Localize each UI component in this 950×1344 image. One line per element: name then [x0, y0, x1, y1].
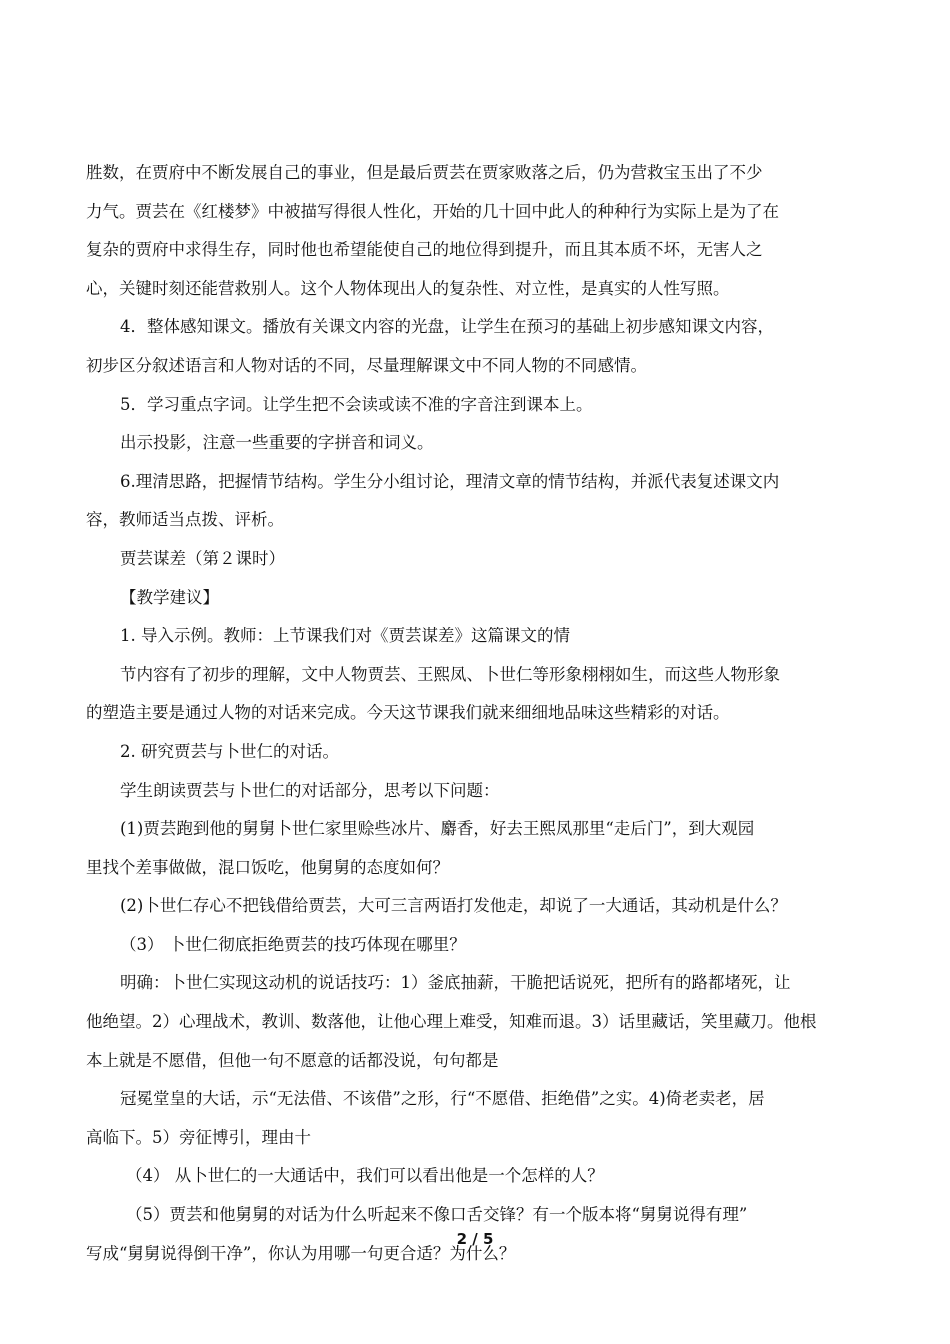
- text-line: 1. 导入示例。教师：上节课我们对《贾芸谋差》这篇课文的情: [120, 626, 570, 646]
- page-number: 2 / 5: [456, 1230, 494, 1248]
- text-line: 写成“舅舅说得倒干净”，你认为用哪一句更合适？为什么？: [86, 1243, 516, 1263]
- text-line: 贾芸谋差（第２课时）: [120, 548, 285, 568]
- document-body: [86, 154, 881, 1273]
- text-line: 高临下。5）旁征博引，理由十: [86, 1127, 311, 1147]
- text-line: 出示投影，注意一些重要的字拼音和词义。: [120, 433, 434, 453]
- text-line: 复杂的贾府中求得生存，同时他也希望能使自己的地位得到提升，而且其本质不坏，无害人之: [86, 240, 763, 260]
- text-line: 的塑造主要是通过人物的对话来完成。今天这节课我们就来细细地品味这些精彩的对话。: [86, 703, 730, 723]
- text-line: (2)卜世仁存心不把钱借给贾芸，大可三言两语打发他走，却说了一大通话，其动机是什么？: [120, 896, 787, 916]
- text-line: 心，关键时刻还能营救别人。这个人物体现出人的复杂性、对立性，是真实的人性写照。: [86, 278, 730, 298]
- text-line: 6.理清思路，把握情节结构。学生分小组讨论，理清文章的情节结构，并派代表复述课文内: [120, 471, 780, 491]
- text-line: 明确：卜世仁实现这动机的说话技巧：1）釜底抽薪，干脆把话说死，把所有的路都堵死，让: [120, 973, 791, 993]
- text-line: 里找个差事做做，混口饭吃，他舅舅的态度如何？: [86, 857, 449, 877]
- text-line: （3） 卜世仁彻底拒绝贾芸的技巧体现在哪里？: [120, 934, 466, 954]
- text-line: 冠冕堂皇的大话，示“无法借、不该借”之形，行“不愿借、拒绝借”之实。4)倚老卖老，居: [120, 1089, 765, 1109]
- text-line: 【教学建议】: [120, 587, 219, 607]
- text-line: 5．学习重点字词。让学生把不会读或读不准的字音注到课本上。: [120, 394, 593, 414]
- text-line: 学生朗读贾芸与卜世仁的对话部分，思考以下问题：: [120, 780, 500, 800]
- text-line: 胜数，在贾府中不断发展自己的事业，但是最后贾芸在贾家败落之后，仍为营救宝玉出了不少: [86, 163, 763, 182]
- text-line: （4） 从卜世仁的一大通话中，我们可以看出他是一个怎样的人？: [126, 1166, 604, 1186]
- text-line: 初步区分叙述语言和人物对话的不同，尽量理解课文中不同人物的不同感情。: [86, 355, 647, 375]
- text-line: 容，教师适当点拨、评析。: [86, 510, 284, 530]
- text-line: 2. 研究贾芸与卜世仁的对话。: [120, 741, 339, 761]
- text-line: (1)贾芸跑到他的舅舅卜世仁家里赊些冰片、麝香，好去王熙凤那里“走后门”，到大观园: [120, 819, 755, 839]
- text-line: 4．整体感知课文。播放有关课文内容的光盘，让学生在预习的基础上初步感知课文内容，: [120, 317, 774, 337]
- text-line: 力气。贾芸在《红楼梦》中被描写得很人性化，开始的几十回中此人的种种行为实际上是为了在: [86, 201, 779, 221]
- text-line: （5）贾芸和他舅舅的对话为什么听起来不像口舌交锋？有一个版本将“舅舅说得有理”: [126, 1205, 748, 1225]
- text-line: 他绝望。2）心理战术，教训、数落他，让他心理上难受，知难而退。3）话里藏话，笑里藏刀。他根: [86, 1012, 817, 1032]
- text-line: 节内容有了初步的理解，文中人物贾芸、王熙凤、卜世仁等形象栩栩如生，而这些人物形象: [120, 664, 780, 684]
- text-line: 本上就是不愿借，但他一句不愿意的话都没说，句句都是: [86, 1050, 499, 1070]
